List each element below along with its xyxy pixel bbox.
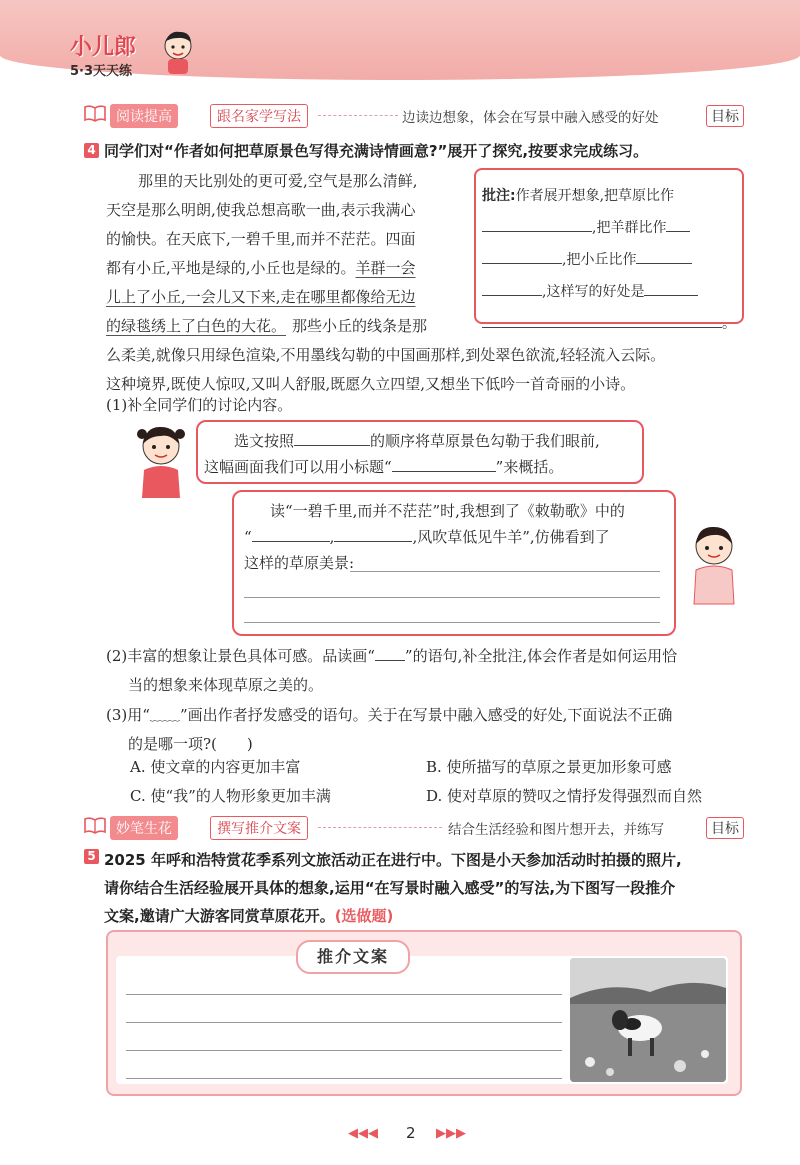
book-icon (84, 816, 106, 834)
answer-line[interactable] (244, 622, 660, 623)
question-5-prompt: 2025 年呼和浩特赏花季系列文旅活动正在进行中。下图是小天参加活动时拍摄的照片, 请你结合生活经验展开具体的想象,运用“在写景时融入感受”的写法,为下图写一段推介 文案,邀请广大游客同赏草原花开。(选做题) (104, 851, 682, 925)
passage-line: 都有小丘,平地是绿的,小丘也是绿的。羊群一会 (106, 259, 416, 277)
answer-line[interactable] (350, 571, 660, 572)
blank-input[interactable] (334, 527, 412, 542)
annotation-text: ,把羊群比作 (592, 220, 667, 236)
aim-tag: 目标 (706, 105, 744, 127)
section-subtitle-reading: 跟名家学写法 (210, 104, 308, 128)
option-d[interactable]: D. 使对草原的赞叹之情抒发得强烈而自然 (426, 787, 703, 805)
book-icon (84, 104, 106, 122)
passage-line: 么柔美,就像只用绿色渲染,不用墨线勾勒的中国画那样,到处翠色欲流,轻轻流入云际。 (106, 346, 666, 364)
writing-card (106, 930, 742, 1096)
optional-tag: (选做题) (334, 907, 394, 925)
prev-page-icon[interactable]: ◀◀◀ (348, 1126, 378, 1141)
blank-input[interactable] (666, 217, 690, 232)
section-title-writing: 妙笔生花 (110, 816, 178, 840)
passage-line: 那里的天比别处的更可爱,空气是那么清鲜, (138, 172, 418, 190)
blank-input[interactable] (482, 217, 592, 232)
blank-input[interactable] (636, 249, 692, 264)
blank-input[interactable] (482, 281, 542, 296)
option-b[interactable]: B. 使所描写的草原之景更加形象可感 (426, 758, 672, 776)
sub-question-3: (3)用“﹏﹏”画出作者抒发感受的语句。关于在写景中融入感受的好处,下面说法不正确 的是哪一项?( ) (106, 706, 673, 753)
passage-line: 的愉快。在天底下,一碧千里,而并不茫茫。四面 (106, 230, 416, 248)
aim-tag: 目标 (706, 817, 744, 839)
passage-line: 儿上了小丘,一会儿又下来,走在哪里都像给无边 (106, 288, 416, 306)
discussion-bubble-1: 选文按照 的顺序将草原景色勾勒于我们眼前, 这幅画面我们可以用小标题“ ”来概括。 (196, 420, 644, 484)
annotation-text: ,把小丘比作 (562, 252, 637, 268)
passage-top (106, 167, 471, 341)
girl-avatar-icon (132, 420, 190, 500)
sub-question-1: (1)补全同学们的讨论内容。 (106, 396, 293, 414)
blank-input[interactable] (482, 313, 722, 328)
answer-line[interactable] (244, 597, 660, 598)
section-aim-writing: 结合生活经验和图片想开去，并练写 (448, 822, 664, 838)
blank-input[interactable] (644, 281, 698, 296)
passage-bottom (106, 341, 756, 399)
annotation-text: ,这样写的好处是 (542, 284, 645, 300)
blank-input[interactable] (482, 249, 562, 264)
section-title-reading: 阅读提高 (110, 104, 178, 128)
discussion-bubble-2: 读“一碧千里,而并不茫茫”时,我想到了《敕勒歌》中的 “ , ,风吹草低见牛羊”,仿佛看到了 这样的草原美景: (232, 490, 676, 636)
passage-line: 的绿毯绣上了白色的大花。 那些小丘的线条是那 (106, 317, 428, 335)
boy-mascot-icon (158, 28, 198, 76)
divider (318, 827, 442, 828)
page-number: 2 (406, 1124, 416, 1142)
blank-input[interactable] (294, 431, 370, 446)
annotation-label: 批注: (482, 188, 516, 204)
underlined-sentence: 羊群一会 (355, 259, 416, 277)
blank-input[interactable] (252, 527, 330, 542)
passage-line: 这种境界,既使人惊叹,又叫人舒服,既愿久立四望,又想坐下低吟一首奇丽的小诗。 (106, 375, 636, 393)
answer-line[interactable] (126, 1078, 562, 1079)
question-number: 4 (84, 143, 99, 158)
annotation-box: 批注:作者展开想象,把草原比作 ,把羊群比作 ,把小丘比作 ,这样写的好处是 。 (474, 168, 744, 324)
option-a[interactable]: A. 使文章的内容更加丰富 (130, 758, 301, 776)
answer-line[interactable] (126, 1050, 562, 1051)
answer-line[interactable] (126, 1022, 562, 1023)
annotation-text: 作者展开想象,把草原比作 (515, 188, 675, 204)
section-aim-reading: 边读边想象，体会在写景中融入感受的好处 (402, 110, 659, 126)
cow-meadow-photo (570, 958, 726, 1082)
boy-avatar-icon (684, 522, 744, 606)
divider (318, 115, 398, 116)
passage-line: 天空是那么明朗,使我总想高歌一曲,表示我满心 (106, 201, 416, 219)
next-page-icon[interactable]: ▶▶▶ (436, 1126, 466, 1141)
card-title: 推介文案 (296, 940, 410, 974)
logo-subtitle: 5·3天天练 (70, 64, 133, 79)
logo-title: 小儿郎 (70, 35, 137, 60)
question-prompt: 同学们对“作者如何把草原景色写得充满诗情画意?”展开了探究,按要求完成练习。 (104, 142, 649, 160)
sub-question-2: (2)丰富的想象让景色具体可感。品读画“ ”的语句,补全批注,体会作者是如何运用恰 当的想象来体现草原之美的。 (106, 647, 678, 694)
section-subtitle-writing: 撰写推介文案 (210, 816, 308, 840)
blank-input[interactable] (392, 457, 496, 472)
question-number: 5 (84, 849, 99, 864)
option-c[interactable]: C. 使“我”的人物形象更加丰满 (130, 787, 331, 805)
answer-line[interactable] (126, 994, 562, 995)
